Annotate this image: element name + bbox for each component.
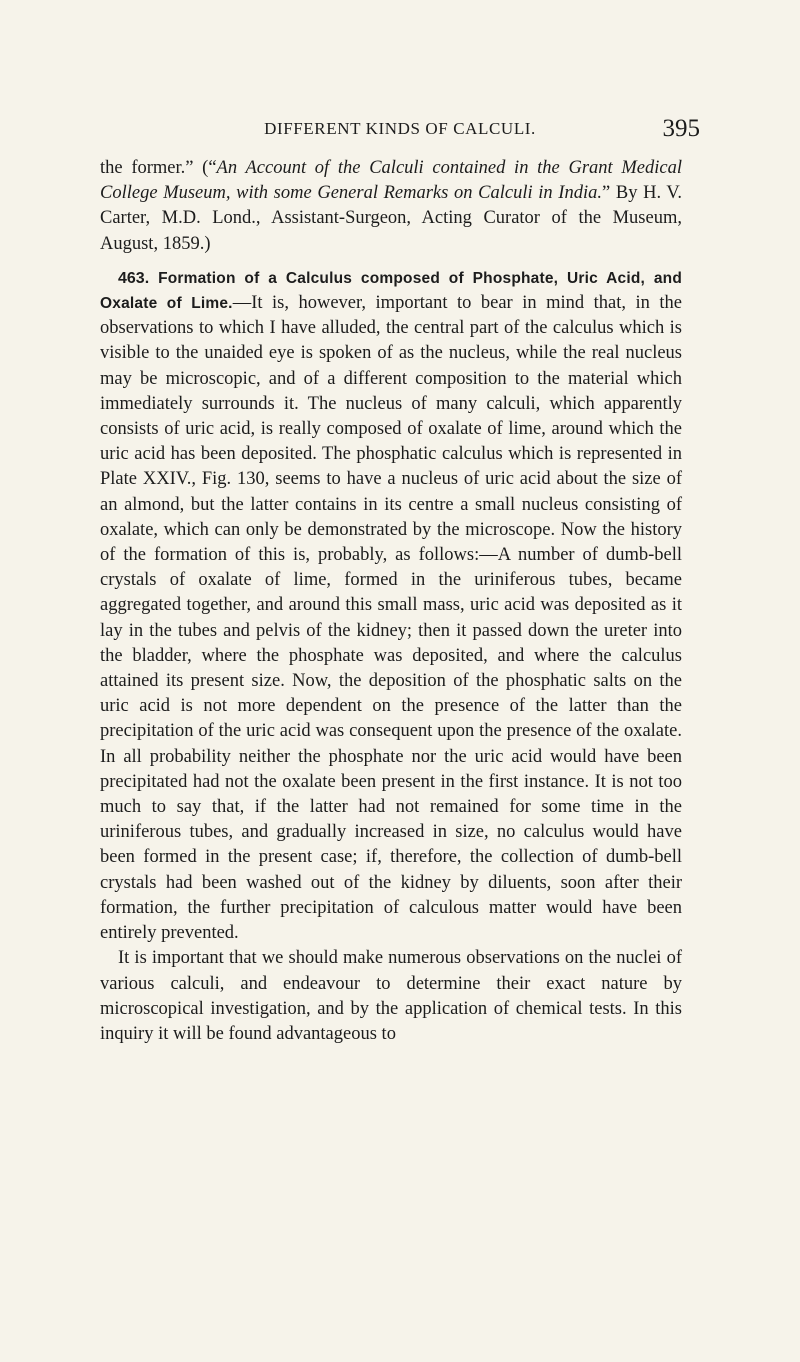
page-header [100, 115, 700, 149]
continuation-lead: the former.” (“ [100, 158, 217, 178]
page-number: 395 [662, 115, 700, 142]
citation-title: An Account of the Calculi contained in the Grant Medical College Museum, with some General Remarks on Calculi in India. [100, 158, 682, 204]
section-paragraph [100, 266, 682, 946]
section-title: Formation of a Calculus composed of Phosphate, Uric Acid, and Oxalate of Lime. [100, 269, 682, 313]
section-number: 463. [118, 269, 150, 287]
citation-details: By H. V. Carter, M.D. Lond., Assistant-Surgeon, Acting Curator of the Museum, August, 1859.) [100, 183, 682, 254]
citation-close-quote: ” [601, 183, 611, 204]
running-head: DIFFERENT KINDS OF CALCULI. [264, 119, 536, 138]
section-text: —It is, however, important to bear in mind that, in the observations to which I have alluded, the central part of the calculus which is visible to the unaided eye is spoken of as the nucleus, while the real nucleus may be microscopic, and of a different composition to the material which immediately surrounds it. The nucleus of many calculi, which apparently consists of uric acid, is really composed of oxalate of lime, around which the uric acid has been deposited. The phosphatic calculus which is represented in Plate XXIV., Fig. 130, seems to have a nucleus of uric acid about the size of an almond, but the latter contains in its centre a small nucleus consisting of oxalate, which can only be demonstrated by the microscope. Now the history of the formation of this is, probably, as follows:—A number of dumb-bell crystals of oxalate of lime, formed in the uriniferous tubes, became aggregated together, and around this small mass, uric acid was deposited as it lay in the tubes and pelvis of the kidney; then it passed down the ureter into the bladder, where the phosphate was deposited, and where the calculus attained its present size. Now, the deposition of the phosphatic salts on the uric acid is not more dependent on the presence of the latter than the precipitation of the uric acid was consequent upon the presence of the oxalate. In all probability neither the phosphate nor the uric acid would have been precipitated had not the oxalate been present in the first instance. It is not too much to say that, if the latter had not remained for some time in the uriniferous tubes, and gradually increased in size, no calculus would have been formed in the present case; if, therefore, the collection of dumb-bell crystals had been washed out of the kidney by diluents, soon after their formation, the further precipitation of calculous matter would have been entirely prevented. [100, 293, 682, 944]
paragraph-gap [100, 257, 682, 266]
page-body [100, 156, 682, 1047]
final-paragraph: It is important that we should make numerous observations on the nuclei of various calculi, and endeavour to determine their exact nature by microscopical investigation, and by the application of chemical tests. In this inquiry it will be found advantageous to [100, 948, 682, 1044]
continuation-paragraph [100, 156, 682, 257]
